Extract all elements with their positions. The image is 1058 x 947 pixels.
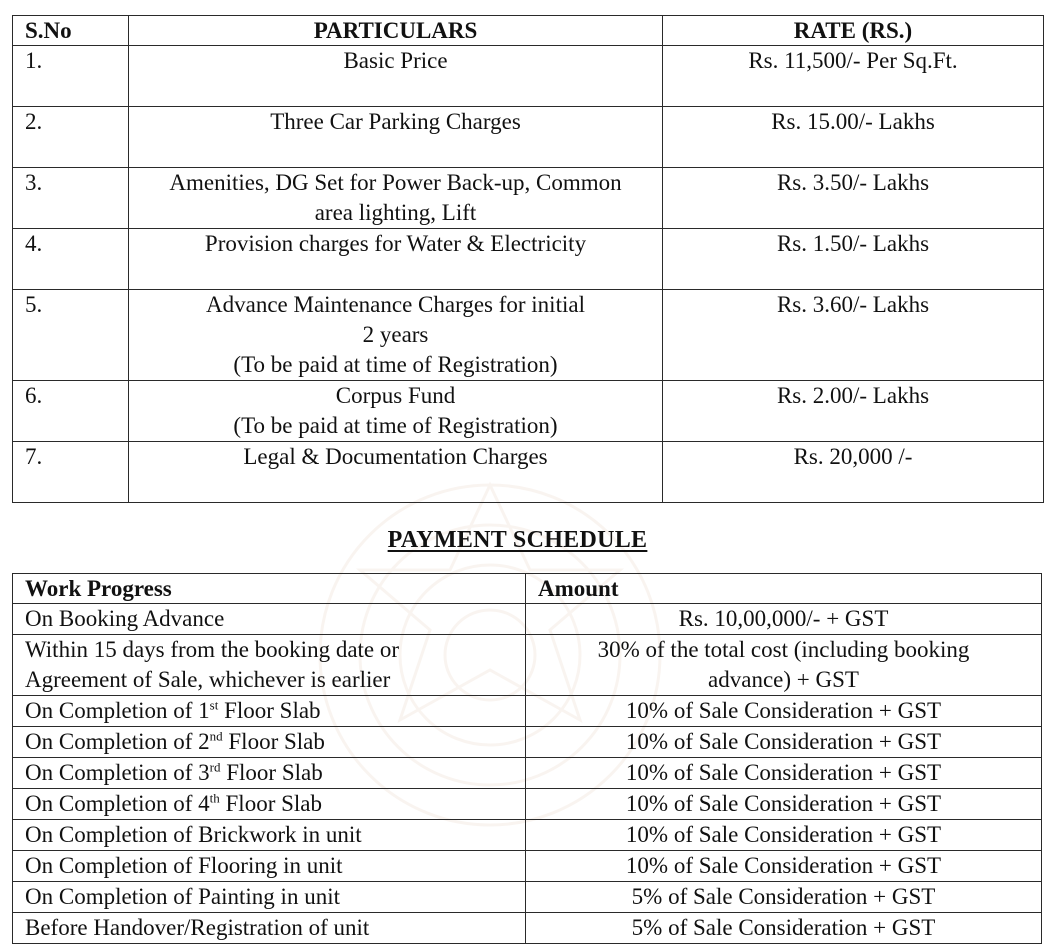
amount-cell <box>526 635 1042 696</box>
particular-line: Provision charges for Water & Electricity <box>204 231 587 256</box>
rate-cell: Rs. 3.50/- Lakhs <box>663 168 1044 229</box>
particular-line: area lighting, Lift <box>314 200 477 225</box>
ordinal-suffix: st <box>209 697 219 713</box>
amount-cell: 10% of Sale Consideration + GST <box>526 758 1042 789</box>
table-row <box>13 758 1042 789</box>
work-line: Agreement of Sale, whichever is earlier <box>25 667 391 692</box>
table-row <box>13 604 1042 635</box>
work-progress-cell: On Completion of Painting in unit <box>13 882 526 913</box>
particular-line: Basic Price <box>343 48 448 73</box>
particular-line: Legal & Documentation Charges <box>243 444 548 469</box>
rate-cell: Rs. 15.00/- Lakhs <box>663 107 1044 168</box>
table-row <box>13 442 1044 503</box>
rate-cell: Rs. 11,500/- Per Sq.Ft. <box>663 46 1044 107</box>
work-progress-cell <box>13 727 526 758</box>
particular-line: Corpus Fund <box>335 383 456 408</box>
particular-line: Amenities, DG Set for Power Back-up, Common <box>169 170 622 195</box>
rate-cell: Rs. 2.00/- Lakhs <box>663 381 1044 442</box>
schedule-header-row <box>13 574 1042 604</box>
payment-schedule-heading: PAYMENT SCHEDULE <box>387 527 648 553</box>
row-number: 2. <box>13 107 129 168</box>
particular-cell <box>129 229 663 290</box>
table-row <box>13 168 1044 229</box>
work-progress-cell <box>13 635 526 696</box>
ordinal-suffix: th <box>209 790 220 806</box>
work-progress-cell: On Booking Advance <box>13 604 526 635</box>
work-progress-cell: On Completion of Flooring in unit <box>13 851 526 882</box>
work-progress-cell <box>13 696 526 727</box>
particular-line: Three Car Parking Charges <box>270 109 521 134</box>
pricing-header-row <box>13 16 1044 46</box>
amount-cell: 5% of Sale Consideration + GST <box>526 913 1042 944</box>
work-line: Within 15 days from the booking date or <box>25 637 400 662</box>
rate-cell: Rs. 3.60/- Lakhs <box>663 290 1044 381</box>
particular-cell <box>129 381 663 442</box>
amount-line: 30% of the total cost (including booking <box>597 637 970 662</box>
particular-cell <box>129 46 663 107</box>
row-number: 4. <box>13 229 129 290</box>
work-progress-cell <box>13 758 526 789</box>
row-number: 1. <box>13 46 129 107</box>
table-row <box>13 820 1042 851</box>
amount-header: Amount <box>526 574 1042 604</box>
sno-header: S.No <box>13 16 129 46</box>
particular-line: (To be paid at time of Registration) <box>233 413 558 438</box>
table-row <box>13 696 1042 727</box>
row-number: 5. <box>13 290 129 381</box>
particular-line: (To be paid at time of Registration) <box>233 352 558 377</box>
amount-cell: 10% of Sale Consideration + GST <box>526 789 1042 820</box>
payment-schedule-table <box>12 573 1042 944</box>
pricing-table <box>12 15 1044 503</box>
work-text: On Completion of 2 <box>25 729 210 754</box>
work-progress-cell: Before Handover/Registration of unit <box>13 913 526 944</box>
particulars-header: PARTICULARS <box>129 16 663 46</box>
amount-line: advance) + GST <box>708 667 859 692</box>
rate-cell: Rs. 20,000 /- <box>663 442 1044 503</box>
work-text: On Completion of 3 <box>25 760 210 785</box>
particular-line: 2 years <box>362 322 429 347</box>
work-progress-header: Work Progress <box>13 574 526 604</box>
row-number: 7. <box>13 442 129 503</box>
row-number: 6. <box>13 381 129 442</box>
table-row <box>13 635 1042 696</box>
table-row <box>13 46 1044 107</box>
table-row <box>13 789 1042 820</box>
particular-line: Advance Maintenance Charges for initial <box>206 292 585 317</box>
rate-cell: Rs. 1.50/- Lakhs <box>663 229 1044 290</box>
table-row <box>13 381 1044 442</box>
table-row <box>13 913 1042 944</box>
ordinal-suffix: rd <box>209 759 221 775</box>
rate-header: RATE (RS.) <box>663 16 1044 46</box>
particular-cell <box>129 168 663 229</box>
table-row <box>13 107 1044 168</box>
work-text: On Completion of 4 <box>25 791 210 816</box>
table-row <box>13 290 1044 381</box>
amount-cell: 10% of Sale Consideration + GST <box>526 820 1042 851</box>
work-text: Floor Slab <box>219 791 322 816</box>
amount-cell: Rs. 10,00,000/- + GST <box>526 604 1042 635</box>
work-text: Floor Slab <box>218 698 321 723</box>
row-number: 3. <box>13 168 129 229</box>
ordinal-suffix: nd <box>209 728 223 744</box>
work-progress-cell <box>13 789 526 820</box>
work-text: On Completion of 1 <box>25 698 210 723</box>
amount-cell: 10% of Sale Consideration + GST <box>526 727 1042 758</box>
table-row <box>13 882 1042 913</box>
amount-cell: 10% of Sale Consideration + GST <box>526 696 1042 727</box>
amount-cell: 5% of Sale Consideration + GST <box>526 882 1042 913</box>
particular-cell <box>129 442 663 503</box>
particular-cell <box>129 107 663 168</box>
amount-cell: 10% of Sale Consideration + GST <box>526 851 1042 882</box>
work-progress-cell: On Completion of Brickwork in unit <box>13 820 526 851</box>
work-text: Floor Slab <box>220 760 323 785</box>
particular-cell <box>129 290 663 381</box>
work-text: Floor Slab <box>222 729 325 754</box>
table-row <box>13 851 1042 882</box>
table-row <box>13 727 1042 758</box>
table-row <box>13 229 1044 290</box>
